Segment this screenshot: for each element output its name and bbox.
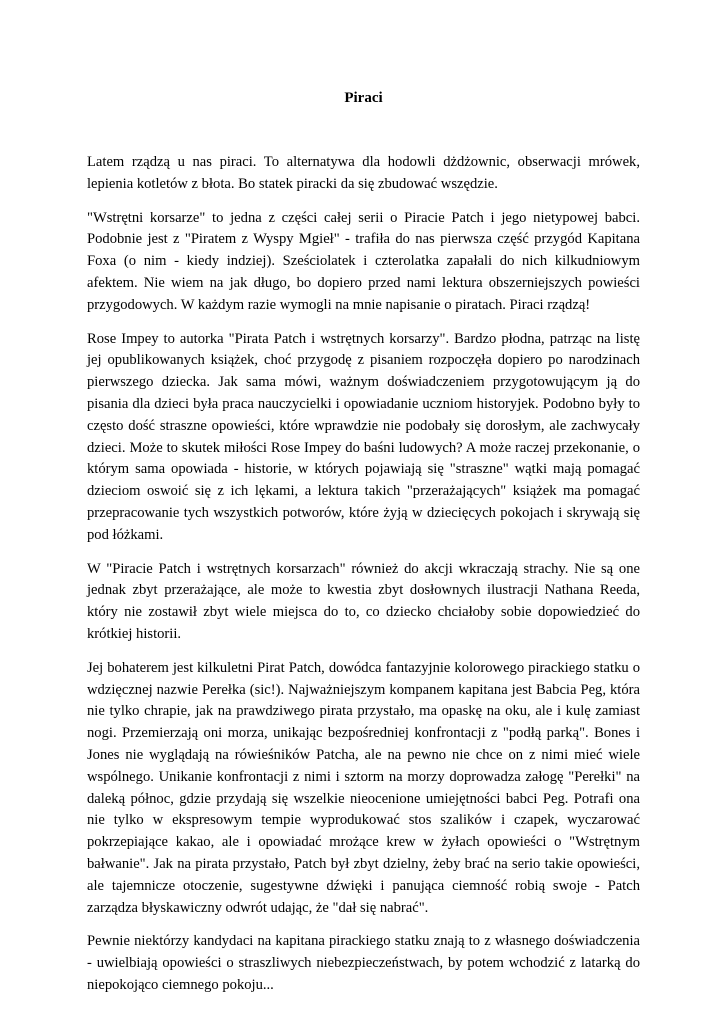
paragraph-plot: Jej bohaterem jest kilkuletni Pirat Patch, dowódca fantazyjnie kolorowego pirackiego statku o wdzięcznej nazwie Perełka (sic!). Najważniejszym kompanem kapitana jest Babcia Peg, która nie tylko chrapie, jak na prawdziwego pirata przystało, ma opaskę na oku, ale i kulę zamiast nogi. Przemierzają oni morza, unikając bezpośredniej konfrontacji z "podłą parką". Bones i Jones nie wyglądają na rówieśników Patcha, ale na pewno nie chce on z nimi mieć wiele wspólnego. Unikanie konfrontacji z nimi i sztorm na morzy doprowadza załogę "Perełki" na daleką północ, gdzie przydają się wszelkie nieocenione umiejętności babci Peg. Potrafi ona nie tylko w ekspresowym tempie wyprodukować stos szalików i czapek, wyczarować pokrzepiające kakao, ale i opowiadać mrożące krew w żyłach opowieści o "Wstrętnym bałwanie". Jak na pirata przystało, Patch był zbyt dzielny, żeby brać na serio takie opowieści, ale tajemnicze otoczenie, sugestywne dźwięki i panująca ciemność robią swoje - Patch zarządza błyskawiczny odwrót udając, że "dał się nabrać". bbox=[87, 659, 640, 916]
paragraph-closing: Pewnie niektórzy kandydaci na kapitana pirackiego statku znają to z własnego doświadczenia - uwielbiają opowieści o straszliwych niebezpieczeństwach, by potem wchodzić z latarką do niepokojąco ciemnego pokoju... bbox=[87, 933, 640, 993]
paragraph-intro: Latem rządzą u nas piraci. To alternatywa dla hodowli dżdżownic, obserwacji mrówek, lepienia kotletów z błota. Bo statek piracki da się zbudować wszędzie. bbox=[87, 154, 640, 192]
paragraph-illustrations: W "Piracie Patch i wstrętnych korsarzach" również do akcji wkraczają strachy. Nie są one jednak zbyt przerażające, ale może to kwestia zbyt dosłownych ilustracji Nathana Reeda, który nie zostawił zbyt wiele miejsca do to, co dziecko chciałoby sobie dopowiedzieć do krótkiej historii. bbox=[87, 560, 640, 642]
paragraph-author: Rose Impey to autorka "Pirata Patch i wstrętnych korsarzy". Bardzo płodna, patrząc na listę jej opublikowanych książek, choć przygodę z pisaniem rozpoczęła dopiero po narodzinach pierwszego dziecka. Jak sama mówi, ważnym doświadczeniem przygotowującym ją do pisania dla dzieci była praca nauczycielki i opowiadanie uczniom historyjek. Podobno były to często dość straszne opowieści, które wprawdzie nie podobały się dorosłym, ale zachwycały dzieci. Może to skutek miłości Rose Impey do baśni ludowych? A może raczej przekonanie, o którym sama opowiada - historie, w których pojawiają się "straszne" wątki mają pomagać dzieciom oswoić się z ich lękami, a lektura takich "przerażających" książek ma pomagać przepracowanie tych wszystkich potworów, które żyją w dziecięcych pokojach i skrywają się pod łóżkami. bbox=[87, 330, 640, 543]
document-title: Piraci bbox=[344, 90, 383, 106]
paragraph-series: "Wstrętni korsarze" to jedna z części całej serii o Piracie Patch i jego nietypowej babci. Podobnie jest z "Piratem z Wyspy Mgieł" - trafiła do nas pierwsza część przygód Kapitana Foxa (o nim - kiedy indziej). Sześciolatek i czterolatka zapałali do nich kilkudniowym afektem. Nie wiem na jak długo, bo dopiero przed nami lektura obszerniejszych powieści przygodowych. W każdym razie wymogli na mnie napisanie o piratach. Piraci rządzą! bbox=[87, 209, 640, 313]
